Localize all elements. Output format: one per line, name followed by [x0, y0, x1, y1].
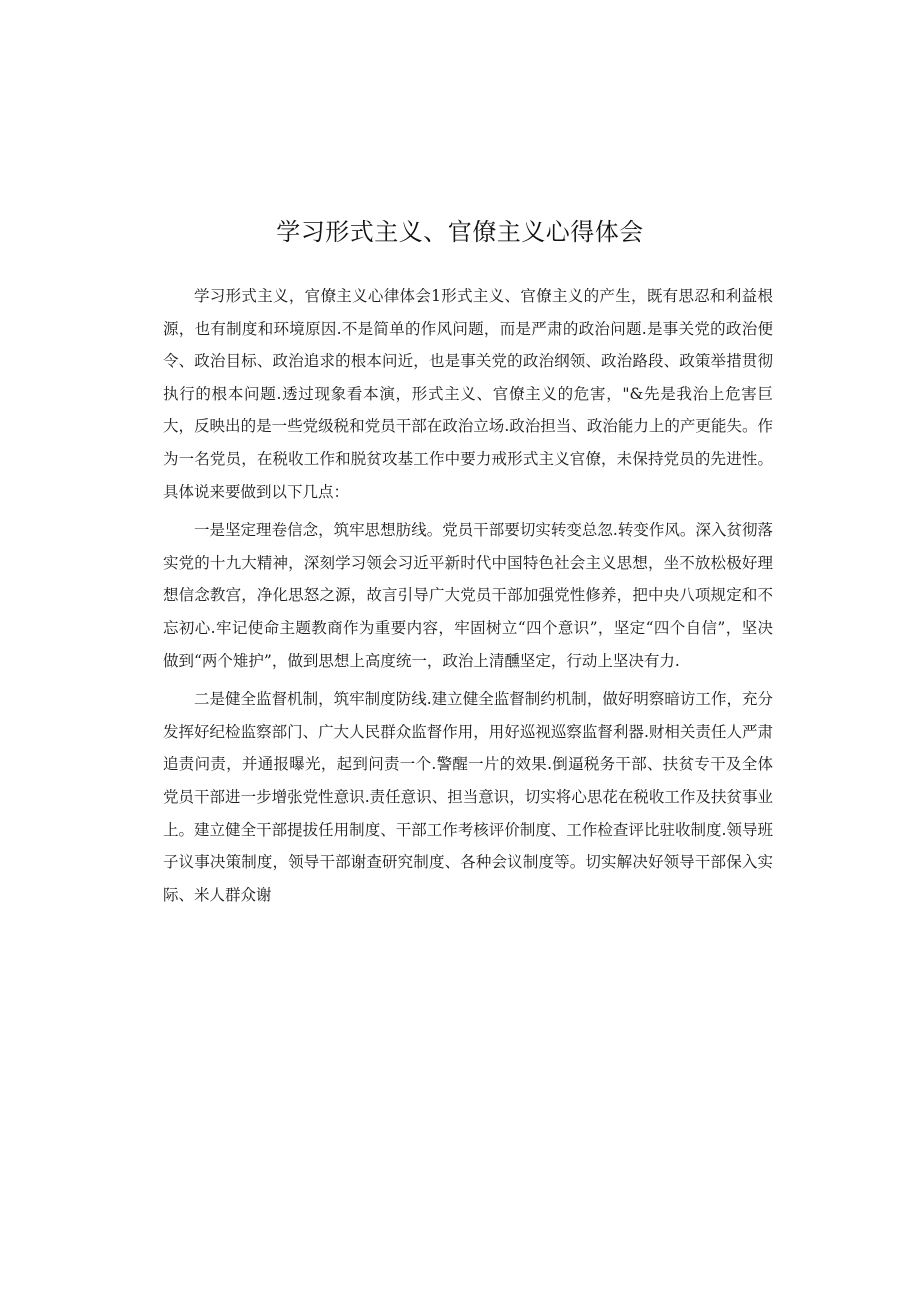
document-body: [163, 280, 773, 917]
document-title: 学习形式主义、官僚主义心得体会: [276, 218, 644, 246]
paragraph-point-two: 二是健全监督机制，筑牢制度防线.建立健全监督制约机制，做好明察暗访工作，充分发挥好纪检监察部门、广大人民群众监督作用，用好巡视巡察监督利器.财相关责任人严肃追责问责，并通报曝光，起到问责一个.警醒一片的效果.倒逼税务干部、扶贫专干及全体党员干部进一步增张党性意识.责任意识、担当意识，切实将心思花在税收工作及扶贫事业上。建立健全干部提拔任用制度、干部工作考核评价制度、工作检查评比驻收制度.领导班子议事决策制度，领导干部谢查研究制度、各种会议制度等。切实解决好领导干部保入实际、米人群众谢: [163, 690, 773, 904]
paragraph-point-one: 一是坚定理卷信念，筑牢思想肪线。党员干部要切实转变总忽.转变作风。深入贫彻落实党的十九大精神，深刻学习领会习近平新时代中国特色社会主义思想，坐不放松极好理想信念教宫，净化思怒之源，故言引导广大党员干部加强党性修养，把中央八项规定和不忘初心.牢记使命主题教商作为重要内容，牢固树立“四个意识”，坚定“四个自信”，坚决做到“两个雉护”，做到思想上高度统一，政治上清醺坚定，行动上坚决有力.: [163, 521, 773, 670]
paragraph-intro: 学习形式主义，官僚主义心律体会1形式主义、官僚主义的产生，既有思忍和利益根源，也有制度和环境原因.不是简单的作风问题，而是严肃的政治问题.是事关党的政治便令、政治目标、政治追求的根本问近，也是事关党的政治纲领、政治路段、政策举措贯彻执行的根本问题.透过现象看本演，形式主义、官僚主义的危害，"&先是我治上危害巨大，反映出的是一些党级税和党员干部在政治立场.政治担当、政治能力上的产更能失。作为一名党员，在税收工作和脱贫攻基工作中要力戒形式主义官僚，未保持党员的先进性。具体说来要做到以下几点：: [163, 287, 773, 501]
